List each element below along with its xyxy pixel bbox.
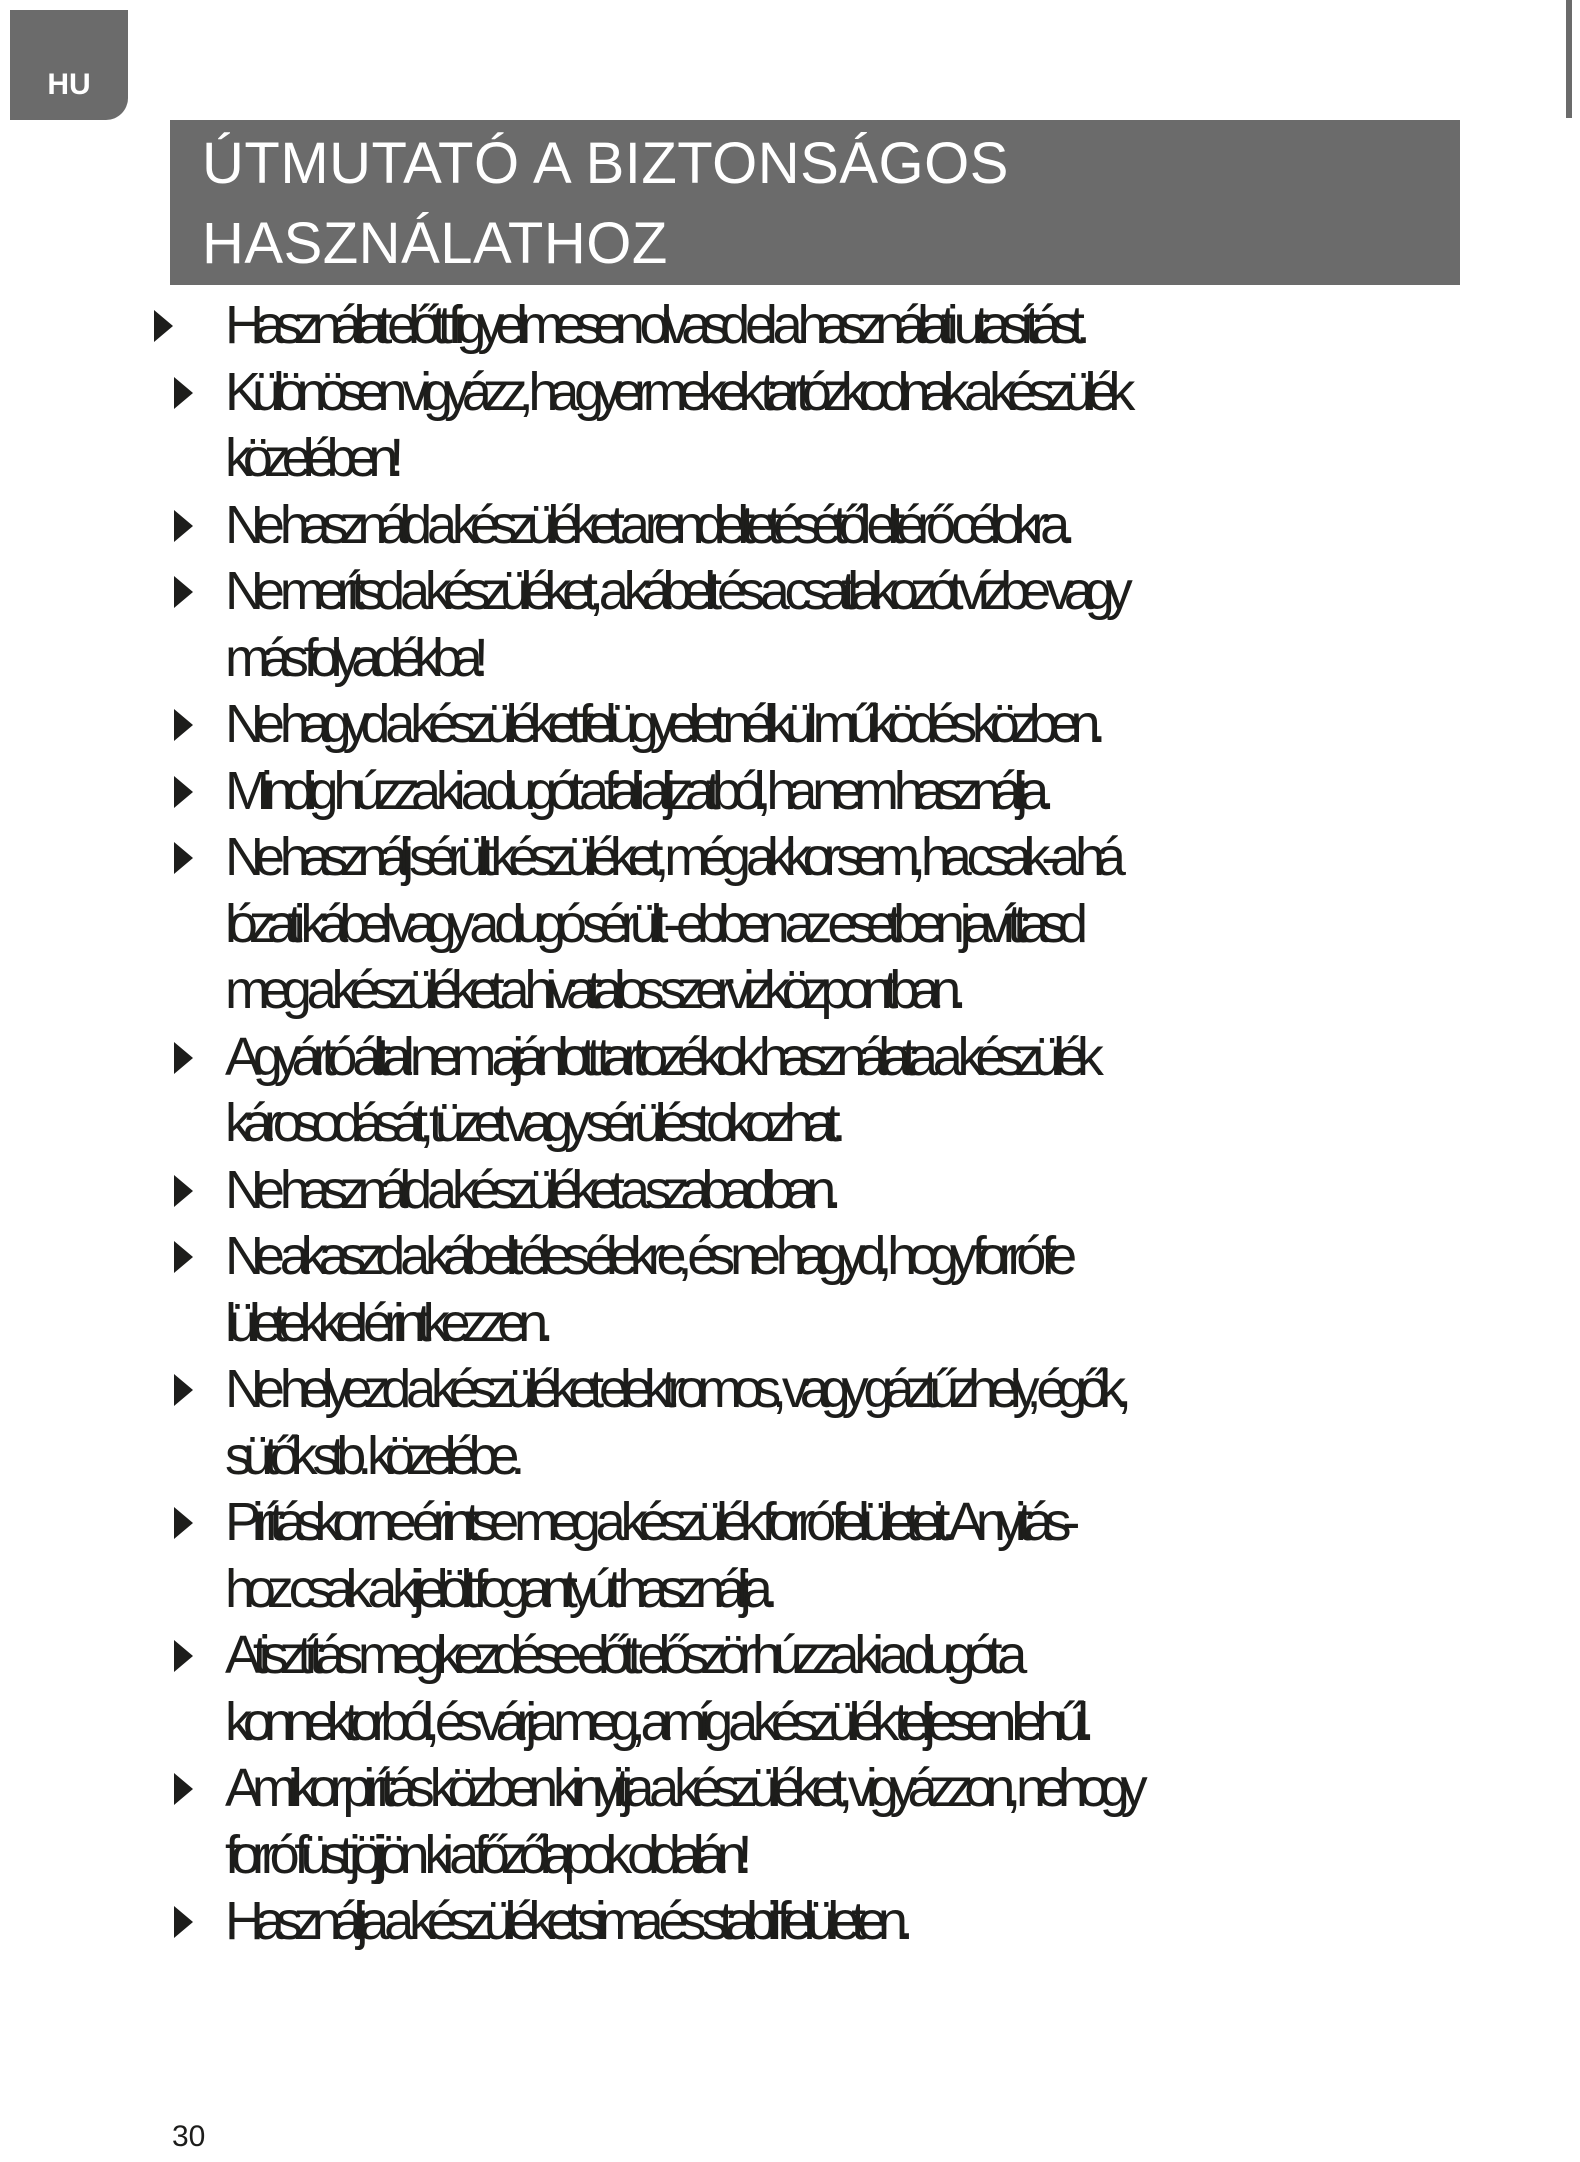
safety-item-line: más folyadékba! bbox=[225, 627, 480, 688]
safety-item-line: sütők stb. közelébe. bbox=[225, 1425, 517, 1486]
safety-item bbox=[160, 359, 1580, 492]
triangle-bullet-icon bbox=[174, 842, 193, 874]
triangle-bullet-icon bbox=[174, 1241, 193, 1273]
triangle-bullet-icon bbox=[174, 1042, 193, 1074]
triangle-bullet-icon bbox=[174, 576, 193, 608]
safety-item-line: Ne használj sérült készüléket, még akkor sem, ha csak-a há bbox=[225, 827, 1117, 887]
safety-item-line: Használat előtt figyelmesen olvasd el a használati utasítást. bbox=[225, 295, 1082, 355]
safety-item-line: Ne használd a készüléket a szabadban. bbox=[225, 1159, 833, 1220]
safety-item-line: Ne hagyd a készüléket felügyelet nélkül működés közben. bbox=[225, 694, 1098, 754]
triangle-bullet-icon bbox=[174, 377, 193, 409]
safety-item-line: Különösen vigyázz, ha gyermekek tartózkodnak a készülék bbox=[225, 361, 1127, 422]
section-title-line-1: ÚTMUTATÓ A BIZTONSÁGOS bbox=[202, 131, 1009, 196]
triangle-bullet-icon bbox=[174, 709, 193, 741]
triangle-bullet-icon bbox=[174, 1640, 193, 1672]
triangle-bullet-icon bbox=[174, 1906, 193, 1938]
safety-item-line: meg a készüléket a hivatalos szervizközpontban. bbox=[225, 960, 958, 1020]
section-title bbox=[170, 120, 1460, 285]
safety-item bbox=[160, 824, 1580, 1024]
safety-item-line: A gyártó által nem ajánlott tartozékok használata a készülék bbox=[225, 1026, 1095, 1087]
safety-item-line: Ne használd a készüléket a rendeltetésétől eltérő célokra. bbox=[225, 494, 1068, 555]
safety-item-line: Pirításkor ne érintse meg a készülék forró felületeit. A nyitás- bbox=[225, 1492, 1072, 1552]
safety-item-line: Ne akaszd a kábelt éles élekre, és ne hagyd, hogy forró fe bbox=[225, 1226, 1069, 1286]
triangle-bullet-icon bbox=[174, 1507, 193, 1539]
safety-item-line: Használja a készüléket sima és stabil felületen. bbox=[225, 1891, 905, 1951]
triangle-bullet-icon bbox=[174, 510, 193, 542]
safety-item-line: Amikor pirítás közben kinyitja a készüléket, vigyázzon, nehogy bbox=[225, 1758, 1139, 1818]
safety-item bbox=[160, 1024, 1580, 1157]
safety-item-line: Ne helyezd a készüléket elektromos, vagy gáztűzhely, égők, bbox=[225, 1359, 1123, 1419]
triangle-bullet-icon bbox=[174, 1773, 193, 1805]
triangle-bullet-icon bbox=[174, 776, 193, 808]
triangle-bullet-icon bbox=[154, 310, 173, 342]
safety-item bbox=[160, 1888, 1580, 1955]
safety-item-line: Mindig húzza ki a dugót a fali aljzatból, ha nem használja. bbox=[225, 760, 1046, 821]
safety-item bbox=[160, 1489, 1580, 1622]
safety-item bbox=[160, 1157, 1580, 1224]
safety-item-line: A tisztítás megkezdése előtt először húzza ki a dugót a bbox=[225, 1625, 1019, 1685]
page-edge-marker bbox=[1566, 0, 1572, 118]
safety-item-line: lózati kábel vagy a dugó sérült - ebben az esetben javíttasd bbox=[225, 893, 1079, 954]
triangle-bullet-icon bbox=[174, 1175, 193, 1207]
safety-item-line: lületekkel érintkezzen. bbox=[225, 1292, 545, 1353]
safety-item-line: károsodását, tüzet vagy sérülést okozhat. bbox=[225, 1093, 838, 1153]
safety-item-line: konnektorból, és várja meg, amíg a készülék teljesen lehűl. bbox=[225, 1691, 1086, 1752]
safety-item bbox=[160, 1622, 1580, 1755]
safety-instructions-list bbox=[160, 292, 1580, 1955]
safety-item-line: közelében! bbox=[225, 428, 396, 488]
safety-item bbox=[160, 1223, 1580, 1356]
section-title-line-2: HASZNÁLATHOZ bbox=[202, 211, 668, 276]
safety-item bbox=[160, 691, 1580, 758]
safety-item bbox=[160, 1755, 1580, 1888]
language-tab: HU bbox=[10, 10, 128, 120]
safety-item-line: forró füst jöjjön ki a főzőlapok oldalán! bbox=[225, 1824, 744, 1885]
safety-item bbox=[160, 1356, 1580, 1489]
safety-item bbox=[160, 758, 1580, 825]
safety-item bbox=[160, 558, 1580, 691]
safety-item bbox=[160, 492, 1580, 559]
triangle-bullet-icon bbox=[174, 1374, 193, 1406]
page-number: 30 bbox=[172, 2120, 206, 2153]
safety-item bbox=[160, 292, 1580, 359]
safety-item-line: Ne merítsd a készüléket, a kábelt és a csatlakozót vízbe vagy bbox=[225, 561, 1124, 621]
safety-item-line: hoz csak a kijelölt fogantyút használja. bbox=[225, 1558, 770, 1619]
